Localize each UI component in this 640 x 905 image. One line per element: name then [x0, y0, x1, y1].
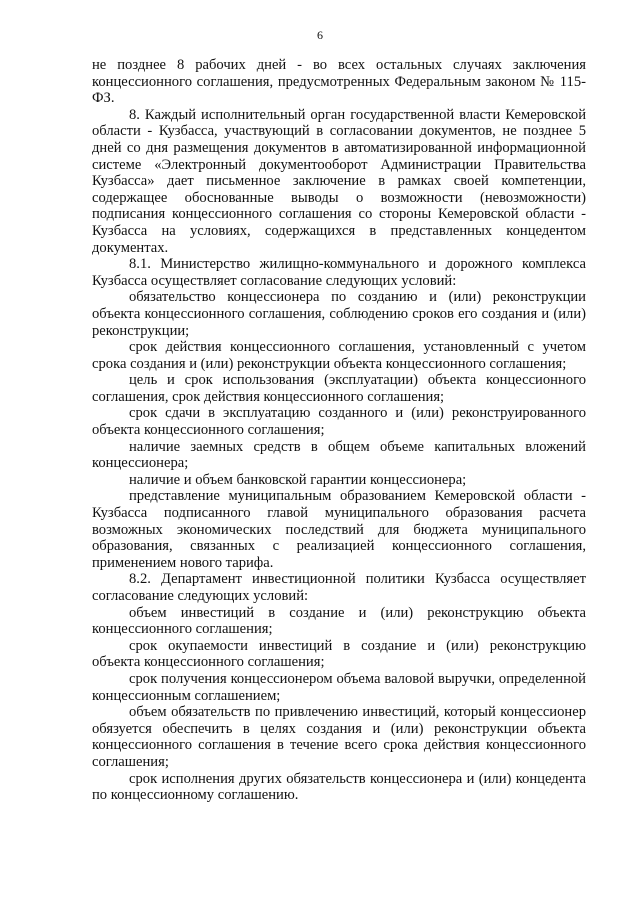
paragraph-item-8-2: 8.2. Департамент инвестиционной политики Кузбасса осуществляет согласование следующих условий:: [92, 571, 586, 604]
paragraph-continuation: не позднее 8 рабочих дней - во всех остальных случаях заключения концессионного соглашения, предусмотренных Федеральным законом № 115-ФЗ.: [92, 57, 586, 107]
condition-8-2-payback-period: срок окупаемости инвестиций в создание и (или) реконструкцию объекта концессионного соглашения;: [92, 637, 586, 671]
condition-8-2-investment-volume: объем инвестиций в создание и (или) реконструкцию объекта концессионного соглашения;: [92, 604, 586, 638]
condition-8-1-commissioning-deadline: срок сдачи в эксплуатацию созданного и (или) реконструированного объекта концессионного соглашения;: [92, 405, 586, 439]
condition-8-2-gross-revenue-term: срок получения концессионером объема валовой выручки, определенной концессионным соглашением;: [92, 670, 586, 704]
condition-8-2-investment-obligations: объем обязательств по привлечению инвестиций, который концессионер обязуется обеспечить в целях создания и (или) реконструкции объекта концессионного соглашения в течение всего срока действия концессионного соглашения;: [92, 704, 586, 770]
condition-8-2-other-obligations: срок исполнения других обязательств концессионера и (или) концедента по концессионному соглашению.: [92, 770, 586, 804]
condition-8-1-usage-purpose: цель и срок использования (эксплуатации) объекта концессионного соглашения, срок действия концессионного соглашения;: [92, 372, 586, 405]
paragraph-item-8-1: 8.1. Министерство жилищно-коммунального и дорожного комплекса Кузбасса осуществляет согласование следующих условий:: [92, 256, 586, 289]
condition-8-1-economic-calculation: представление муниципальным образованием Кемеровской области - Кузбасса подписанного главой муниципального образования расчета возможных экономических последствий для бюджета муниципального образования, связанных с реализацией концессионного соглашения, применением нового тарифа.: [92, 488, 586, 571]
page-number: 6: [317, 28, 323, 42]
document-body: [92, 57, 586, 804]
condition-8-1-bank-guarantee: наличие и объем банковской гарантии концессионера;: [129, 471, 467, 488]
condition-8-1-construction-obligation: обязательство концессионера по созданию и (или) реконструкции объекта концессионного соглашения, соблюдению сроков его создания и (или) реконструкции;: [92, 289, 586, 339]
condition-8-1-borrowed-funds: наличие заемных средств в общем объеме капитальных вложений концессионера;: [92, 438, 586, 472]
condition-8-1-agreement-term: срок действия концессионного соглашения, установленный с учетом срока создания и (или) реконструкции объекта концессионного соглашения;: [92, 339, 586, 372]
paragraph-item-8: 8. Каждый исполнительный орган государственной власти Кемеровской области - Кузбасса, участвующий в согласовании документов, не позднее 5 дней со дня размещения документов в автоматизированной информационной системе «Электронный документооборот Администрации Правительства Кузбасса» дает письменное заключение в рамках своей компетенции, содержащее обоснованные выводы о возможности (невозможности) подписания концессионного соглашения со стороны Кемеровской области - Кузбасса на условиях, содержащихся в представленных концедентом документах.: [92, 106, 586, 256]
